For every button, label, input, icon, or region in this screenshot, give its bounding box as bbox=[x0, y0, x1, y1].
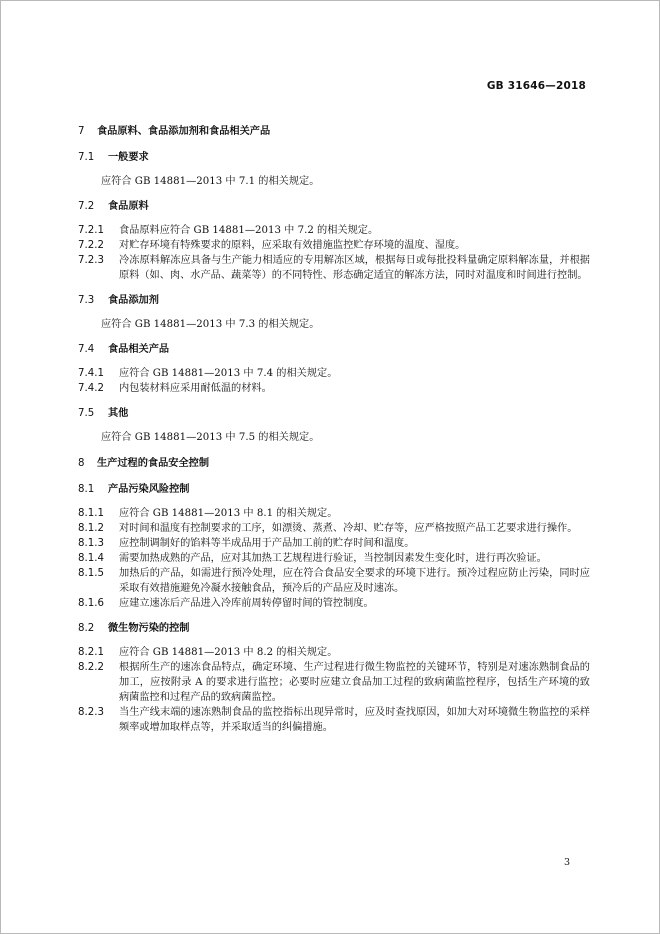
clause-text: 对贮存环境有特殊要求的原料，应采取有效措施监控贮存环境的温度、湿度。 bbox=[119, 240, 466, 251]
clause-text: 需要加热成熟的产品，应对其加热工艺规程进行验证，当控制因素发生变化时，进行再次验证。 bbox=[119, 553, 547, 564]
clause bbox=[78, 596, 590, 611]
clause-text: 食品原料应符合 GB 14881—2013 中 7.2 的相关规定。 bbox=[119, 225, 379, 236]
clause bbox=[78, 566, 590, 596]
subsection-heading bbox=[78, 342, 590, 357]
standard-code: GB 31646—2018 bbox=[486, 80, 586, 92]
subsection-title: 产品污染风险控制 bbox=[108, 484, 190, 495]
clause bbox=[78, 253, 590, 283]
section-number: 7 bbox=[78, 126, 85, 137]
clause-text: 内包装材料应采用耐低温的材料。 bbox=[119, 383, 272, 394]
subsection-heading bbox=[78, 199, 590, 214]
section-title: 生产过程的食品安全控制 bbox=[97, 458, 210, 469]
subsection-number: 8.2 bbox=[78, 623, 95, 634]
subsection-title: 一般要求 bbox=[108, 152, 149, 163]
clause-number: 8.1.4 bbox=[78, 553, 104, 564]
subsection-number: 8.1 bbox=[78, 484, 95, 495]
clause-number: 8.1.5 bbox=[78, 568, 104, 579]
clause bbox=[78, 551, 590, 566]
clause-number: 8.1.3 bbox=[78, 538, 104, 549]
clause-number: 8.1.1 bbox=[78, 508, 104, 519]
clause-text: 冷冻原料解冻应具备与生产能力相适应的专用解冻区域，根据每日或每批投料量确定原料解冻量，并根据原料（如、肉、水产品、蔬菜等）的不同特性、形态确定适宜的解冻方法，同时对温度和时间进行控制。 bbox=[119, 255, 590, 281]
clause-number: 7.4.1 bbox=[78, 368, 104, 379]
clause-number: 8.2.1 bbox=[78, 647, 104, 658]
clause-text: 应控制调制好的馅料等半成品用于产品加工前的贮存时间和温度。 bbox=[119, 538, 415, 549]
section-heading bbox=[78, 456, 590, 471]
subsection-number: 7.4 bbox=[78, 344, 95, 355]
paragraph: 应符合 GB 14881—2013 中 7.3 的相关规定。 bbox=[101, 319, 320, 330]
clause bbox=[78, 506, 590, 521]
subsection-heading bbox=[78, 293, 590, 308]
subsection-title: 食品相关产品 bbox=[108, 344, 170, 355]
document-body bbox=[78, 124, 590, 735]
subsection-number: 7.2 bbox=[78, 201, 95, 212]
subsection-heading bbox=[78, 150, 590, 165]
clause-text: 加热后的产品，如需进行预冷处理，应在符合食品安全要求的环境下进行。预冷过程应防止污染，同时应采取有效措施避免冷凝水接触食品，预冷后的产品应及时速冻。 bbox=[119, 568, 590, 594]
clause bbox=[78, 366, 590, 381]
clause bbox=[78, 660, 590, 705]
page-number: 3 bbox=[563, 857, 570, 868]
clause-number: 8.1.2 bbox=[78, 523, 104, 534]
section-heading bbox=[78, 124, 590, 139]
section-number: 8 bbox=[78, 458, 85, 469]
clause-number: 8.2.2 bbox=[78, 662, 104, 673]
clause bbox=[78, 705, 590, 735]
subsection-number: 7.5 bbox=[78, 408, 95, 419]
paragraph: 应符合 GB 14881—2013 中 7.5 的相关规定。 bbox=[101, 432, 320, 443]
clause bbox=[78, 521, 590, 536]
clause bbox=[78, 223, 590, 238]
subsection-heading bbox=[78, 482, 590, 497]
clause-text: 应符合 GB 14881—2013 中 7.4 的相关规定。 bbox=[119, 368, 338, 379]
subsection-title: 微生物污染的控制 bbox=[108, 623, 190, 634]
clause-number: 8.2.3 bbox=[78, 707, 104, 718]
clause-text: 对时间和温度有控制要求的工序，如漂烫、蒸煮、冷却、贮存等，应严格按照产品工艺要求进行操作。 bbox=[119, 523, 578, 534]
subsection-title: 食品添加剂 bbox=[108, 295, 159, 306]
subsection-title: 其他 bbox=[108, 408, 129, 419]
clause-number: 7.2.2 bbox=[78, 240, 104, 251]
subsection-heading bbox=[78, 621, 590, 636]
clause bbox=[78, 645, 590, 660]
clause-text: 应符合 GB 14881—2013 中 8.1 的相关规定。 bbox=[119, 508, 338, 519]
clause-text: 应符合 GB 14881—2013 中 8.2 的相关规定。 bbox=[119, 647, 338, 658]
clause bbox=[78, 238, 590, 253]
clause-number: 7.4.2 bbox=[78, 383, 104, 394]
subsection-title: 食品原料 bbox=[108, 201, 149, 212]
section-title: 食品原料、食品添加剂和食品相关产品 bbox=[97, 126, 271, 137]
clause-text: 根据所生产的速冻食品特点，确定环境、生产过程进行微生物监控的关键环节，特别是对速冻熟制食品的加工，应按附录 A 的要求进行监控；必要时应建立食品加工过程的致病菌监控程序，包括生产环境的致病菌监控和过程产品的致病菌监控。 bbox=[119, 662, 590, 703]
clause-text: 应建立速冻后产品进入冷库前周转停留时间的管控制度。 bbox=[119, 598, 374, 609]
subsection-number: 7.1 bbox=[78, 152, 95, 163]
clause bbox=[78, 381, 590, 396]
clause-number: 7.2.3 bbox=[78, 255, 104, 266]
paragraph: 应符合 GB 14881—2013 中 7.1 的相关规定。 bbox=[101, 176, 320, 187]
clause bbox=[78, 536, 590, 551]
clause-number: 8.1.6 bbox=[78, 598, 104, 609]
subsection-number: 7.3 bbox=[78, 295, 95, 306]
subsection-heading bbox=[78, 406, 590, 421]
clause-text: 当生产线末端的速冻熟制食品的监控指标出现异常时，应及时查找原因，如加大对环境微生物监控的采样频率或增加取样点等，并采取适当的纠偏措施。 bbox=[119, 707, 590, 733]
clause-number: 7.2.1 bbox=[78, 225, 104, 236]
